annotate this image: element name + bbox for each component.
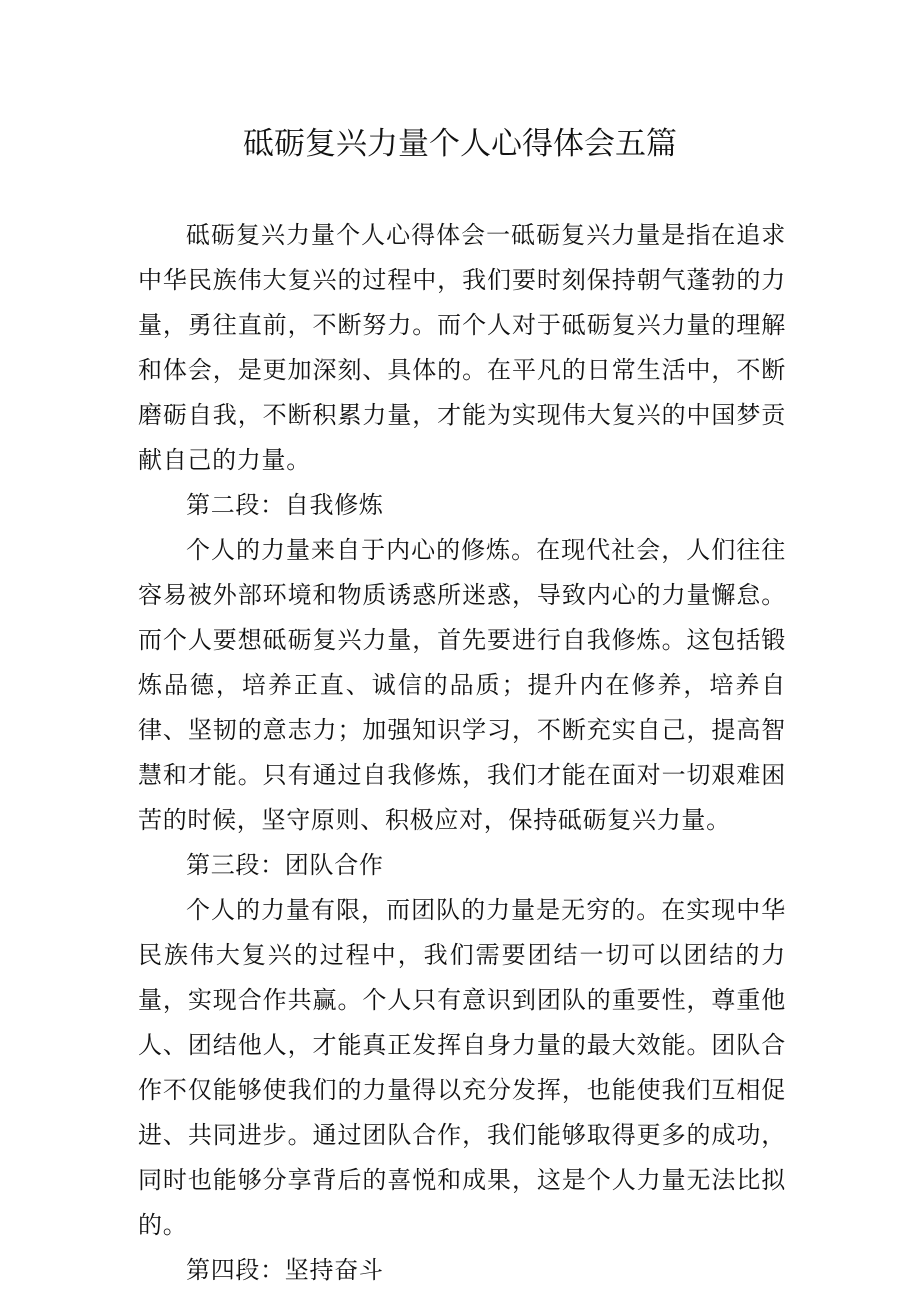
section-heading-2: 第二段：自我修炼 [186, 491, 384, 519]
document-title: 砥砺复兴力量个人心得体会五篇 [243, 126, 677, 162]
intro-paragraph: 砥砺复兴力量个人心得体会一砥砺复兴力量是指在追求中华民族伟大复兴的过程中，我们要时刻保持朝气蓬勃的力量，勇往直前，不断努力。而个人对于砥砺复兴力量的理解和体会，是更加深刻、具体的。在平凡的日常生活中，不断磨砺自我，不断积累力量，才能为实现伟大复兴的中国梦贡献自己的力量。 [138, 221, 786, 474]
section-heading-3: 第三段：团队合作 [186, 851, 384, 879]
section-paragraph-3: 个人的力量有限，而团队的力量是无穷的。在实现中华民族伟大复兴的过程中，我们需要团结一切可以团结的力量，实现合作共赢。个人只有意识到团队的重要性，尊重他人、团结他人，才能真正发挥自身力量的最大效能。团队合作不仅能够使我们的力量得以充分发挥，也能使我们互相促进、共同进步。通过团队合作，我们能够取得更多的成功，同时也能够分享背后的喜悦和成果，这是个人力量无法比拟的。 [138, 896, 786, 1239]
section-paragraph-2: 个人的力量来自于内心的修炼。在现代社会，人们往往容易被外部环境和物质诱惑所迷惑，导致内心的力量懈怠。而个人要想砥砺复兴力量，首先要进行自我修炼。这包括锻炼品德，培养正直、诚信的品质；提升内在修养，培养自律、坚韧的意志力；加强知识学习，不断充实自己，提高智慧和才能。只有通过自我修炼，我们才能在面对一切艰难困苦的时候，坚守原则、积极应对，保持砥砺复兴力量。 [138, 536, 786, 834]
document-body [138, 213, 786, 1293]
section-heading-4: 第四段：坚持奋斗 [186, 1256, 384, 1284]
